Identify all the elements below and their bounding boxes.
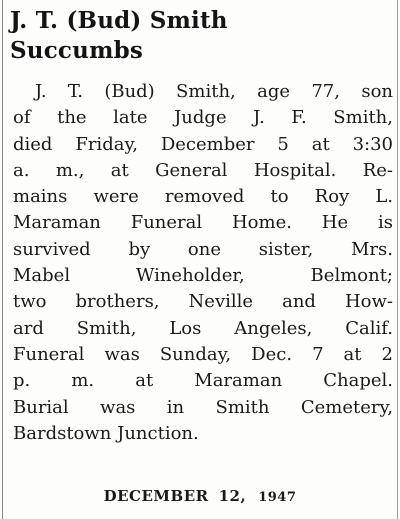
body-line: ard Smith, Los Angeles, Calif. — [13, 317, 393, 339]
headline-line-1: J. T. (Bud) Smith — [10, 7, 228, 34]
body-line: died Friday, December 5 at 3:30 — [13, 133, 393, 155]
body-line: J. T. (Bud) Smith, age 77, son — [35, 81, 393, 102]
body-line: Maraman Funeral Home. He is — [13, 212, 393, 234]
date-year: 1947 — [258, 490, 297, 505]
date-month: DECEMBER — [103, 487, 209, 505]
headline-line-2: Succumbs — [10, 37, 144, 64]
column-rule-right — [397, 0, 398, 519]
body-line: Funeral was Sunday, Dec. 7 at 2 — [13, 343, 393, 365]
body-line: Bardstown Junction. — [13, 422, 199, 444]
body-line: of the late Judge J. F. Smith, — [13, 107, 393, 129]
body-line: mains were removed to Roy L. — [13, 186, 393, 208]
body-line: Mabel Wineholder, Belmont; — [13, 265, 393, 287]
date-day: 12, — [218, 487, 247, 505]
obituary-body — [13, 79, 393, 447]
obituary-headline — [10, 6, 390, 66]
body-line: two brothers, Neville and How- — [13, 291, 393, 313]
body-line: survived by one sister, Mrs. — [13, 238, 393, 260]
body-line: Burial was in Smith Cemetery, — [13, 396, 393, 418]
column-rule-left — [2, 0, 3, 519]
body-line: a. m., at General Hospital. Re- — [13, 159, 393, 181]
publication-date — [0, 487, 400, 505]
body-line: p. m. at Maraman Chapel. — [13, 370, 393, 392]
